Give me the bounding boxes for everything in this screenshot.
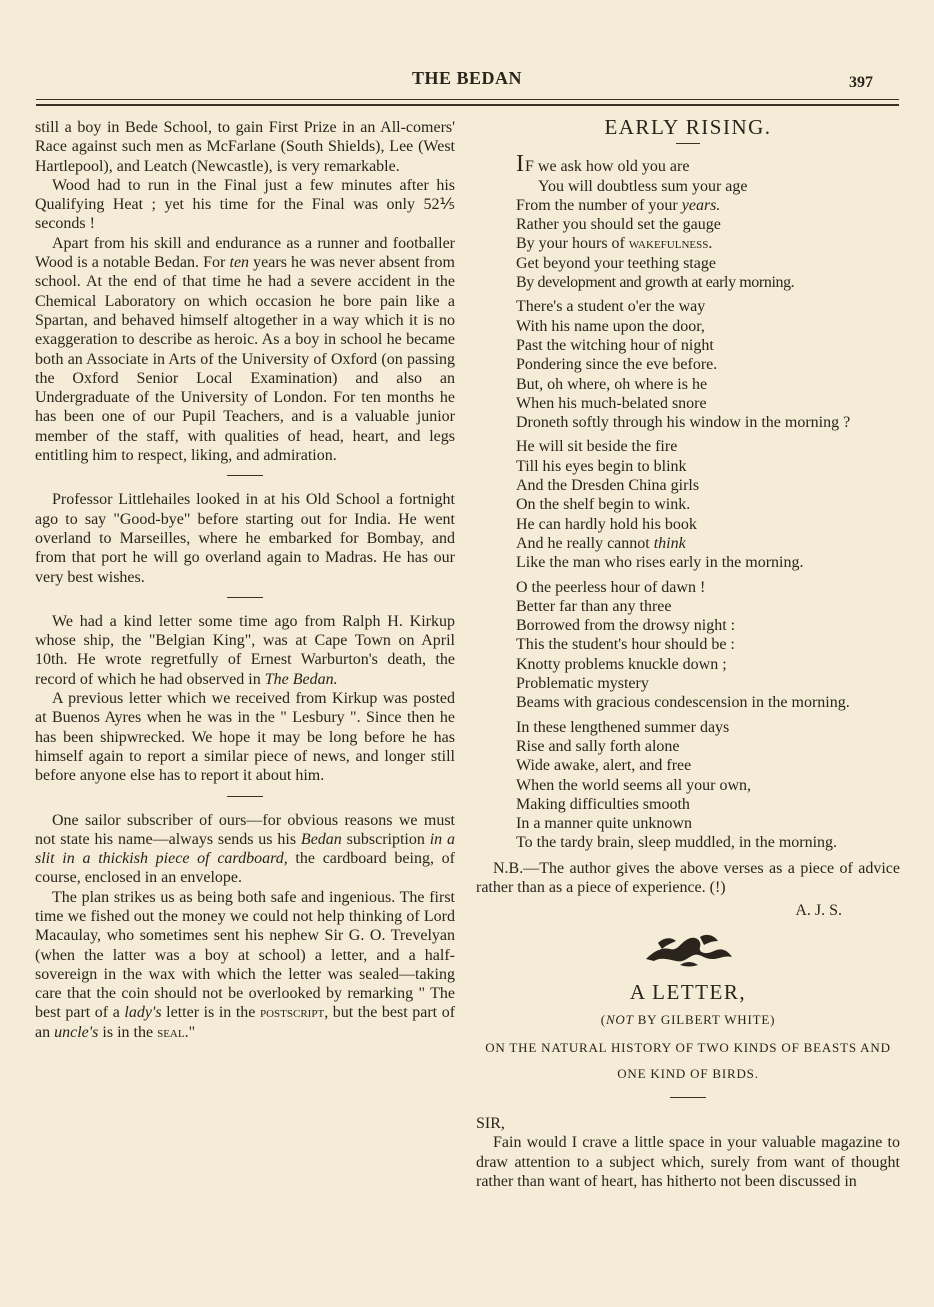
left-column <box>35 118 455 1042</box>
running-header-title: THE BEDAN <box>411 68 523 88</box>
letter-body: Fain would I crave a little space in your valuable magazine to draw attention to a subject which, surely from want of thought rather than want of heart, has hitherto not been discussed in <box>476 1134 900 1191</box>
poem-line: Rise and sally forth alone <box>516 737 680 755</box>
header-rule-thick <box>36 104 899 106</box>
poem-line: In these lengthened summer days <box>516 718 730 736</box>
poem-line: By your hours of wakefulness. <box>516 235 713 253</box>
poem-stanza <box>476 437 900 572</box>
section-divider <box>227 597 263 598</box>
paragraph-sailor-subscriber: One sailor subscriber of ours—for obvious reasons we must not state his name—always sends us his Bedan subscription in a slit in a thickish piece of cardboard, the cardboard being, of course, enclosed in an envelope. <box>35 811 456 887</box>
poem-stanza <box>476 718 900 853</box>
poem-line: From the number of your years. <box>516 196 721 214</box>
poem-line: Rather you should set the gauge <box>516 216 721 234</box>
poem-line: Droneth softly through his window in the morning ? <box>516 414 851 432</box>
poem-line: O the peerless hour of dawn ! <box>516 578 706 596</box>
poem-line: Better far than any three <box>516 597 672 615</box>
letter-salutation: SIR, <box>476 1115 505 1133</box>
header-rule-thin <box>36 99 899 100</box>
poem-line: When his much-belated snore <box>516 394 707 412</box>
poem-line: And he really cannot think <box>516 534 686 552</box>
right-column <box>476 115 900 1191</box>
poem-line: And the Dresden China girls <box>516 477 700 495</box>
paragraph-kirkup-letter: We had a kind letter some time ago from Ralph H. Kirkup whose ship, the "Belgian King", was at Cape Town on April 10th. He wrote regretfully of Ernest Warburton's death, the record of which he had observed in The Bedan. <box>35 612 455 688</box>
poem-line: There's a student o'er the way <box>516 298 706 316</box>
poem-line: Pondering since the eve before. <box>516 356 718 374</box>
poem-line: But, oh where, oh where is he <box>516 375 708 393</box>
poem-stanza <box>476 297 900 432</box>
paragraph-wood-bedan: Apart from his skill and endurance as a runner and footballer Wood is a notable Bedan. For ten years he was never absent from school. At the end of that time he had a severe accident in the Chemical Laboratory on which occasion he bore pain like a Spartan, and behaved himself altogether in a way which it is no exaggeration to describe as heroic. As a boy in school he became both an Associate in Arts of the University of Oxford (on passing the Oxford Senior Local Examination) and also an Undergraduate of the University of London. For ten months he has been one of our Pupil Teachers, and is a valuable junior member of the staff, with qualities of head, heart, and legs entitling him to respect, liking, and admiration. <box>35 234 455 465</box>
letter-subtitle: (NOT BY GILBERT WHITE) <box>600 1011 776 1027</box>
letter-divider <box>670 1097 706 1098</box>
poem-line: To the tardy brain, sleep muddled, in the morning. <box>516 834 838 852</box>
poem-stanza <box>476 151 900 292</box>
poem-line: IF we ask how old you are <box>516 151 690 178</box>
poem-line: Like the man who rises early in the morning. <box>516 554 804 572</box>
flourish-ornament-icon <box>640 929 736 969</box>
poem-line: By development and growth at early morning. <box>516 274 795 292</box>
poem-title-rule <box>676 143 700 144</box>
poem-line: He will sit beside the fire <box>516 438 678 456</box>
paragraph-macaulay: The plan strikes us as being both safe and ingenious. The first time we fished out the money we could not help thinking of Lord Macaulay, who sometimes sent his nephew Sir G. O. Trevelyan (when the latter was a boy at school) a letter, and a half-sovereign in the wax with which the letter was sealed—taking care that the coin should not be overlooked by remarking " The best part of a lady's letter is in the postscript, but the best part of an uncle's is in the seal." <box>35 888 456 1041</box>
poem-line: Wide awake, alert, and free <box>516 757 692 775</box>
poem-line: This the student's hour should be : <box>516 636 735 654</box>
poem-line: Problematic mystery <box>516 675 649 693</box>
section-divider <box>227 796 263 797</box>
paragraph-kirkup-shipwreck: A previous letter which we received from Kirkup was posted at Buenos Ayres when he was in the " Lesbury ". Since then he has been shipwrecked. We hope it may be long before he has himself again to report a similar piece of news, and longer still before anyone else has to report it about him. <box>35 690 455 785</box>
poem-line: Till his eyes begin to blink <box>516 457 687 475</box>
letter-subheading: ON THE NATURAL HISTORY OF TWO KINDS OF BEASTS AND ONE KIND OF BIRDS. <box>485 1040 891 1082</box>
poem-line: Get beyond your teething stage <box>516 254 716 272</box>
page-number: 397 <box>849 74 873 91</box>
author-signature: A. J. S. <box>795 902 842 920</box>
poem-line: You will doubtless sum your age <box>538 177 748 195</box>
poem-line: With his name upon the door, <box>516 317 705 335</box>
poem-line: Knotty problems knuckle down ; <box>516 655 727 673</box>
poem-stanza <box>476 578 900 713</box>
poem-line: He can hardly hold his book <box>516 515 697 533</box>
poem-line: When the world seems all your own, <box>516 776 752 794</box>
poem-line: Beams with gracious condescension in the morning. <box>516 694 850 712</box>
author-note: N.B.—The author gives the above verses as a piece of advice rather than as a piece of experience. (!) <box>476 859 900 896</box>
drop-cap: I <box>516 151 524 178</box>
poem-title: EARLY RISING. <box>604 115 772 139</box>
poem-line: Past the witching hour of night <box>516 336 714 354</box>
letter-title: A LETTER, <box>629 979 747 1004</box>
poem-line: In a manner quite unknown <box>516 815 692 833</box>
poem-line: Borrowed from the drowsy night : <box>516 617 736 635</box>
poem-line: On the shelf begin to wink. <box>516 496 691 514</box>
poem-line: Making difficulties smooth <box>516 795 690 813</box>
section-divider <box>227 475 263 476</box>
paragraph-littlehailes: Professor Littlehailes looked in at his Old School a fortnight ago to say "Good-bye" before starting out for India. He went overland to Marseilles, where he embarked for Bombay, and from that port he will go overland again to Madras. He has our very best wishes. <box>35 491 455 586</box>
paragraph-continued: still a boy in Bede School, to gain First Prize in an All-comers' Race against such men as McFarlane (South Shields), Lee (West Hartlepool), and Leatch (Newcastle), is very remarkable. <box>35 119 455 175</box>
paragraph-wood-final: Wood had to run in the Final just a few minutes after his Qualifying Heat ; yet his time for the Final was only 52⅕ seconds ! <box>35 176 455 233</box>
